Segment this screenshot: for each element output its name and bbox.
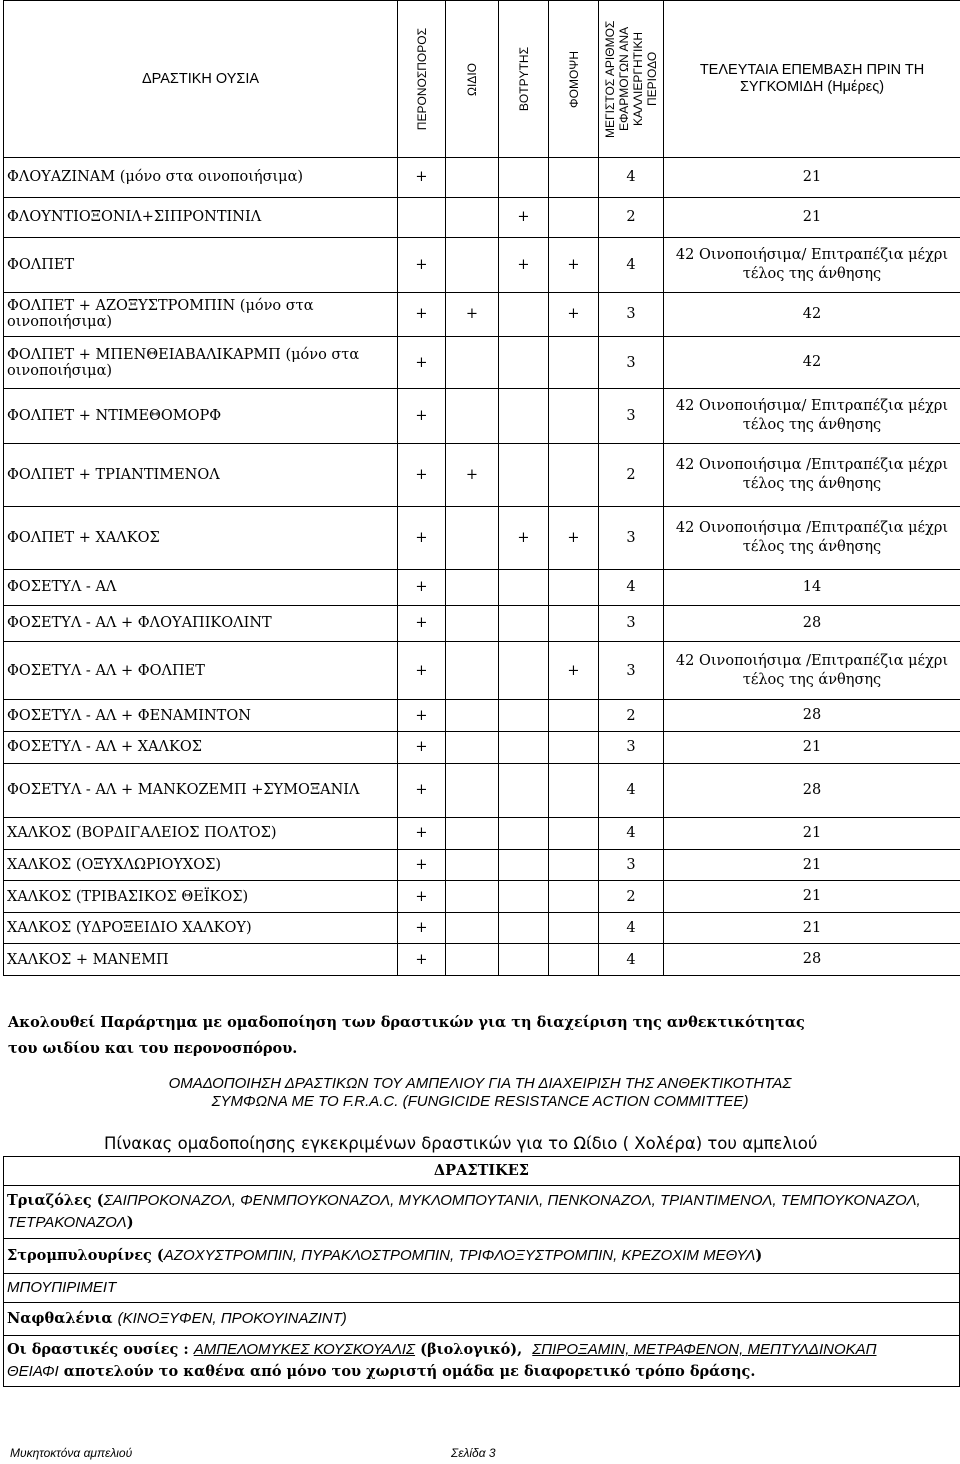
group-triazoles: Τριαζόλες (ΣΑΙΠΡΟΚΟΝΑΖΟΛ, ΦΕΝΜΠΟΥΚΟΝΑΖΟΛ, ΜΥΚΛΟΜΠΟΥΤΑΝΙΛ, ΠΕΝΚΟΝΑΖΟΛ, ΤΡΙΑΝΤΙΜΕΝΟΛ, ΤΕΜΠΟΥΚΟΝΑΖΟΛ, ΤΕΤΡΑΚΟΝΑΖΟΛ) xyxy=(4,1186,960,1239)
last-application-cell: 21 xyxy=(664,881,960,913)
last-application-cell: 14 xyxy=(664,570,960,606)
table-row xyxy=(4,292,960,336)
substance-cell: ΧΑΛΚΟΣ + ΜΑΝΕΜΠ xyxy=(4,944,398,976)
fungicide-table xyxy=(3,0,960,976)
last-application-cell: 21 xyxy=(664,912,960,944)
fomopsi-mark xyxy=(549,849,599,881)
last-application-cell: 21 xyxy=(664,818,960,850)
substance-cell: ΦΟΣΕΤΥΛ - ΑΛ + ΦΛΟΥΑΠΙΚΟΛΙΝΤ xyxy=(4,605,398,641)
substance-cell: ΦΟΛΠΕΤ + ΜΠΕΝΘΕΙΑΒΑΛΙΚΑΡΜΠ (μόνο στα οινοποιήσιμα) xyxy=(4,336,398,389)
table-row xyxy=(4,507,960,570)
oidio-mark xyxy=(446,912,499,944)
annex-note: Ακολουθεί Παράρτημα με ομαδοποίηση των δραστικών για τη διαχείριση της ανθεκτικότητας του ωιδίου και του περονοσπόρου. xyxy=(8,1014,805,1057)
peronospora-mark: + xyxy=(398,570,446,606)
substance-cell: ΧΑΛΚΟΣ (ΤΡΙΒΑΣΙΚΟΣ ΘΕΪΚΟΣ) xyxy=(4,881,398,913)
peronospora-mark: + xyxy=(398,443,446,506)
peronospora-mark: + xyxy=(398,389,446,444)
last-application-cell: 42 Οινοποιήσιμα /Επιτραπέζια μέχρι τέλος της άνθησης xyxy=(664,443,960,506)
botrytis-mark xyxy=(499,336,549,389)
last-application-cell: 42 Οινοποιήσιμα /Επιτραπέζια μέχρι τέλος της άνθησης xyxy=(664,507,960,570)
peronospora-mark xyxy=(398,197,446,237)
groups-table xyxy=(3,1156,960,1387)
header-peronospora: ΠΕΡΟΝΟΣΠΟΡΟΣ xyxy=(398,1,446,158)
max-applications-cell: 2 xyxy=(599,197,664,237)
fomopsi-mark xyxy=(549,197,599,237)
table-row xyxy=(4,197,960,237)
botrytis-mark xyxy=(499,912,549,944)
last-application-cell: 42 Οινοποιήσιμα/ Επιτραπέζια μέχρι τέλος της άνθησης xyxy=(664,237,960,292)
header-substance: ΔΡΑΣΤΙΚΗ ΟΥΣΙΑ xyxy=(4,1,398,158)
fomopsi-mark: + xyxy=(549,641,599,700)
last-application-cell: 42 Οινοποιήσιμα/ Επιτραπέζια μέχρι τέλος της άνθησης xyxy=(664,389,960,444)
oidio-mark xyxy=(446,336,499,389)
table-row xyxy=(4,641,960,700)
botrytis-mark xyxy=(499,818,549,850)
last-application-cell: 21 xyxy=(664,158,960,198)
oidio-mark xyxy=(446,700,499,732)
botrytis-mark xyxy=(499,763,549,818)
max-applications-cell: 4 xyxy=(599,912,664,944)
substance-cell: ΧΑΛΚΟΣ (ΥΔΡΟΞΕΙΔΙΟ ΧΑΛΚΟΥ) xyxy=(4,912,398,944)
oidio-mark xyxy=(446,507,499,570)
last-application-cell: 28 xyxy=(664,763,960,818)
substance-cell: ΦΟΛΠΕΤ + ΤΡΙΑΝΤΙΜΕΝΟΛ xyxy=(4,443,398,506)
max-applications-cell: 3 xyxy=(599,641,664,700)
last-application-cell: 28 xyxy=(664,700,960,732)
footer-page: Σελίδα 3 xyxy=(451,1446,496,1460)
botrytis-mark xyxy=(499,570,549,606)
peronospora-mark: + xyxy=(398,700,446,732)
fomopsi-mark xyxy=(549,570,599,606)
oidio-mark xyxy=(446,881,499,913)
group-naphthalenes: Ναφθαλένια (ΚΙΝΟΞΥΦΕΝ, ΠΡΟΚΟΥΙΝΑΖΙΝΤ) xyxy=(4,1303,960,1336)
peronospora-mark: + xyxy=(398,763,446,818)
oidio-mark xyxy=(446,605,499,641)
peronospora-mark: + xyxy=(398,237,446,292)
last-application-cell: 21 xyxy=(664,849,960,881)
group-bupirimate: ΜΠΟΥΠΙΡΙΜΕΙΤ xyxy=(4,1274,960,1303)
fomopsi-mark xyxy=(549,336,599,389)
substance-cell: ΦΟΛΠΕΤ + ΝΤΙΜΕΘΟΜΟΡΦ xyxy=(4,389,398,444)
max-applications-cell: 4 xyxy=(599,763,664,818)
botrytis-mark xyxy=(499,605,549,641)
botrytis-mark xyxy=(499,700,549,732)
max-applications-cell: 3 xyxy=(599,292,664,336)
header-fomopsi: ΦΟΜΟΨΗ xyxy=(549,1,599,158)
botrytis-mark xyxy=(499,389,549,444)
botrytis-mark: + xyxy=(499,237,549,292)
substance-cell: ΧΑΛΚΟΣ (ΟΞΥΧΛΩΡΙΟΥΧΟΣ) xyxy=(4,849,398,881)
peronospora-mark: + xyxy=(398,849,446,881)
table-row xyxy=(4,605,960,641)
substance-cell: ΧΑΛΚΟΣ (ΒΟΡΔΙΓΑΛΕΙΟΣ ΠΟΛΤΟΣ) xyxy=(4,818,398,850)
footer-title: Μυκητοκτόνα αμπελιού xyxy=(10,1446,133,1460)
frac-caption-2: ΣΥΜΦΩΝΑ ΜΕ ΤΟ F.R.A.C. (FUNGICIDE RESISTANCE ACTION COMMITTEE) xyxy=(211,1093,749,1110)
last-application-cell: 42 Οινοποιήσιμα /Επιτραπέζια μέχρι τέλος της άνθησης xyxy=(664,641,960,700)
max-applications-cell: 3 xyxy=(599,389,664,444)
peronospora-mark: + xyxy=(398,158,446,198)
botrytis-mark xyxy=(499,443,549,506)
fomopsi-mark xyxy=(549,443,599,506)
max-applications-cell: 4 xyxy=(599,237,664,292)
substance-cell: ΦΟΣΕΤΥΛ - ΑΛ + ΦΟΛΠΕΤ xyxy=(4,641,398,700)
botrytis-mark xyxy=(499,158,549,198)
fomopsi-mark: + xyxy=(549,237,599,292)
table-row xyxy=(4,818,960,850)
oidio-mark xyxy=(446,237,499,292)
table-row xyxy=(4,912,960,944)
max-applications-cell: 3 xyxy=(599,605,664,641)
substance-cell: ΦΟΛΠΕΤ + ΧΑΛΚΟΣ xyxy=(4,507,398,570)
botrytis-mark: + xyxy=(499,507,549,570)
fomopsi-mark xyxy=(549,818,599,850)
botrytis-mark: + xyxy=(499,197,549,237)
table-row xyxy=(4,443,960,506)
oidio-mark xyxy=(446,944,499,976)
substance-cell: ΦΟΣΕΤΥΛ - ΑΛ + ΧΑΛΚΟΣ xyxy=(4,732,398,764)
last-application-cell: 42 xyxy=(664,336,960,389)
oidio-mark xyxy=(446,732,499,764)
oidio-mark: + xyxy=(446,292,499,336)
fomopsi-mark xyxy=(549,912,599,944)
group-other: Οι δραστικές ουσίες : ΑΜΠΕΛΟΜΥΚΕΣ ΚΟΥΣΚΟΥΑΛΙΣ (βιολογικό), ΣΠΙΡΟΞΑΜΙΝ, ΜΕΤΡΑΦΕΝΟΝ, ΜΕΠΤΥΛΔΙΝΟΚΑΠ ΘΕΙΑΦΙ αποτελούν το καθένα από μόνο του χωριστή ομάδα με διαφορετικό τρόπο δράσης. xyxy=(4,1336,960,1387)
fomopsi-mark xyxy=(549,881,599,913)
table-row xyxy=(4,237,960,292)
substance-cell: ΦΛΟΥΝΤΙΟΞΟΝΙΛ+ΣΙΠΡΟΝΤΙΝΙΛ xyxy=(4,197,398,237)
table-row xyxy=(4,944,960,976)
peronospora-mark: + xyxy=(398,944,446,976)
table-row xyxy=(4,763,960,818)
max-applications-cell: 4 xyxy=(599,158,664,198)
substance-cell: ΦΟΛΠΕΤ + ΑΖΟΞΥΣΤΡΟΜΠΙΝ (μόνο στα οινοποιήσιμα) xyxy=(4,292,398,336)
botrytis-mark xyxy=(499,292,549,336)
group-strobilurins: Στρομπυλουρίνες (ΑΖΟΧΥΣΤΡΟΜΠΙΝ, ΠΥΡΑΚΛΟΣΤΡΟΜΠΙΝ, ΤΡΙΦΛΟΞΥΣΤΡΟΜΠΙΝ, ΚΡΕΖΟΧΙΜ ΜΕΘΥΛ) xyxy=(4,1239,960,1274)
last-application-cell: 28 xyxy=(664,605,960,641)
table-row xyxy=(4,336,960,389)
fomopsi-mark xyxy=(549,158,599,198)
fomopsi-mark xyxy=(549,389,599,444)
groups-table-title: Πίνακας ομαδοποίησης εγκεκριμένων δραστικών για το Ωίδιο ( Χολέρα) του αμπελιού xyxy=(104,1134,818,1153)
table-row xyxy=(4,732,960,764)
fomopsi-mark xyxy=(549,944,599,976)
table-row xyxy=(4,700,960,732)
peronospora-mark: + xyxy=(398,507,446,570)
botrytis-mark xyxy=(499,732,549,764)
oidio-mark xyxy=(446,158,499,198)
fomopsi-mark xyxy=(549,732,599,764)
fomopsi-mark xyxy=(549,763,599,818)
oidio-mark xyxy=(446,570,499,606)
botrytis-mark xyxy=(499,849,549,881)
table-header-row xyxy=(4,1,960,158)
frac-caption-1: ΟΜΑΔΟΠΟΙΗΣΗ ΔΡΑΣΤΙΚΩΝ ΤΟΥ ΑΜΠΕΛΙΟΥ ΓΙΑ ΤΗ ΔΙΑΧΕΙΡΙΣΗ ΤΗΣ ΑΝΘΕΚΤΙΚΟΤΗΤΑΣ xyxy=(168,1075,792,1092)
last-application-cell: 21 xyxy=(664,197,960,237)
peronospora-mark: + xyxy=(398,605,446,641)
botrytis-mark xyxy=(499,881,549,913)
botrytis-mark xyxy=(499,944,549,976)
header-max-applications: ΜΕΓΙΣΤΟΣ ΑΡΙΘΜΟΣ ΕΦΑΡΜΟΓΩΝ ΑΝΑ ΚΑΛΛΙΕΡΓΗΤΙΚΗ ΠΕΡΙΟΔΟ xyxy=(599,1,664,158)
max-applications-cell: 2 xyxy=(599,700,664,732)
peronospora-mark: + xyxy=(398,732,446,764)
max-applications-cell: 3 xyxy=(599,849,664,881)
max-applications-cell: 3 xyxy=(599,336,664,389)
fomopsi-mark: + xyxy=(549,292,599,336)
table-row xyxy=(4,389,960,444)
peronospora-mark: + xyxy=(398,818,446,850)
substance-cell: ΦΟΣΕΤΥΛ - ΑΛ xyxy=(4,570,398,606)
max-applications-cell: 2 xyxy=(599,443,664,506)
oidio-mark: + xyxy=(446,443,499,506)
fomopsi-mark: + xyxy=(549,507,599,570)
substance-cell: ΦΛΟΥΑΖΙΝΑΜ (μόνο στα οινοποιήσιμα) xyxy=(4,158,398,198)
peronospora-mark: + xyxy=(398,336,446,389)
max-applications-cell: 3 xyxy=(599,732,664,764)
peronospora-mark: + xyxy=(398,641,446,700)
oidio-mark xyxy=(446,641,499,700)
peronospora-mark: + xyxy=(398,292,446,336)
fomopsi-mark xyxy=(549,700,599,732)
table-row xyxy=(4,849,960,881)
header-oidio: ΩΙΔΙΟ xyxy=(446,1,499,158)
last-application-cell: 21 xyxy=(664,732,960,764)
groups-header: ΔΡΑΣΤΙΚΕΣ xyxy=(4,1157,960,1186)
table-row xyxy=(4,881,960,913)
substance-cell: ΦΟΛΠΕΤ xyxy=(4,237,398,292)
peronospora-mark: + xyxy=(398,881,446,913)
max-applications-cell: 4 xyxy=(599,944,664,976)
oidio-mark xyxy=(446,389,499,444)
oidio-mark xyxy=(446,763,499,818)
oidio-mark xyxy=(446,849,499,881)
last-application-cell: 42 xyxy=(664,292,960,336)
max-applications-cell: 4 xyxy=(599,570,664,606)
max-applications-cell: 2 xyxy=(599,881,664,913)
fomopsi-mark xyxy=(549,605,599,641)
peronospora-mark: + xyxy=(398,912,446,944)
table-row xyxy=(4,158,960,198)
header-botrytis: ΒΟΤΡΥΤΗΣ xyxy=(499,1,549,158)
last-application-cell: 28 xyxy=(664,944,960,976)
table-row xyxy=(4,570,960,606)
substance-cell: ΦΟΣΕΤΥΛ - ΑΛ + ΜΑΝΚΟΖΕΜΠ +ΣΥΜΟΞΑΝΙΛ xyxy=(4,763,398,818)
header-last-application: ΤΕΛΕΥΤΑΙΑ ΕΠΕΜΒΑΣΗ ΠΡΙΝ ΤΗ ΣΥΓΚΟΜΙΔΗ (Ημέρες) xyxy=(664,1,960,158)
substance-cell: ΦΟΣΕΤΥΛ - ΑΛ + ΦΕΝΑΜΙΝΤΟΝ xyxy=(4,700,398,732)
oidio-mark xyxy=(446,818,499,850)
max-applications-cell: 3 xyxy=(599,507,664,570)
botrytis-mark xyxy=(499,641,549,700)
oidio-mark xyxy=(446,197,499,237)
max-applications-cell: 4 xyxy=(599,818,664,850)
